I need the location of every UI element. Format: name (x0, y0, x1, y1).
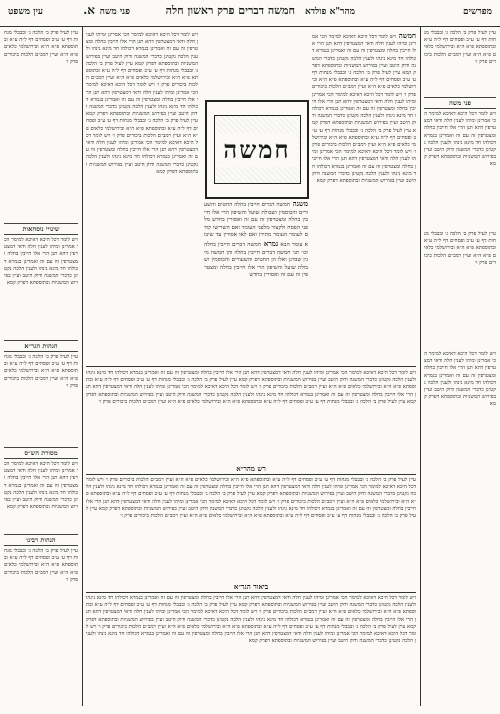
wide-commentary-1-d: עיין לעיל פרק ב׳ הלכה ג׳ ובבבלי מנחות דף ע׳ ע״ב ופסחים דף ל״ה ע״א ובתוספתא פ״א ה״א ובירושלמי כלאים פ״א ה״א ועיין רמב״ם הלכות ביכורים פרק ו׳ (98, 398, 406, 405)
commentary-right-text-4: עיין לעיל פרק ב׳ הלכה ג׳ ובבבלי מנחות דף ע׳ ע״ב ופסחים דף ל״ה ע״א ובתוספתא פ״א ה״א ובירושלמי כלאים פ״א ה״א ועיין רמב״ם הלכות ביכורים פרק ו׳ (312, 127, 416, 156)
biur-heading: ביאור הגר״א (233, 582, 269, 591)
divider-2 (86, 474, 416, 475)
gemara-text: חמשה דברים חייבין בחלה וכו׳ תני חמשה דברים חייבין בחלה והן חמשה מינין שבדגן ואלו הן החטים והשעורים והכוסמין ושבולת שועל והשיפון הרי אלו חייבין בחלה ומצטרפין זה עם זה ואסורין בחדש (204, 241, 308, 279)
divider-3 (86, 592, 416, 593)
wide-commentary-3 (86, 595, 416, 705)
divider-1 (86, 366, 416, 367)
commentary-left-column (86, 32, 198, 362)
column-rule-right (420, 26, 421, 706)
left-margin-column (4, 30, 78, 706)
header-page-ref: פני משה (99, 7, 130, 17)
column-rule-left (82, 26, 83, 706)
header-center-title: חמשה דברים פרק ראשון חלה (165, 4, 295, 17)
header-center-left: מהר"א פולדא (304, 7, 355, 17)
page-header (0, 0, 500, 27)
opening-word-ornament (214, 115, 301, 184)
commentary-left-text-4: עיין לעיל פרק ב׳ הלכה ג׳ ובבבלי מנחות דף ע׳ ע״ב ופסחים דף ל״ה ע״א ובתוספתא פ״א ה״א ובירושלמי כלאים פ״א ה״א ועיין רמב״ם הלכות ביכורים פרק ו׳ (86, 118, 198, 139)
wide-commentary-2-d: ויש לומר דכל היכא דאיכא למימר הכי אמרינן ומיהו לענין חלה ודאי דמצטרפין דהא תנן הרי אלו חייבין בחלה ומצטרפין זה עם זה ואמרינן בגמרא דכולהו חד מינא נינהו ולענין הלכה נקטינן כדברי המשנה ודוק היטב ועיין בפירוש המשניות ובתוספתא דפרק קמא (86, 498, 416, 512)
left-margin-text-top: עיין לעיל פרק ב׳ הלכה ג׳ ובבבלי מנחות דף ע׳ ע״ב ופסחים דף ל״ה ע״א ובתוספתא פ״א ה״א ובירושלמי כלאים פ״א ה״א ועיין רמב״ם הלכות ביכורים פרק ו׳ (4, 30, 78, 65)
commentary-right-column (312, 32, 416, 362)
commentary-right-text-5: ויש לומר דכל היכא דאיכא למימר הכי אמרינן ומיהו לענין חלה ודאי דמצטרפין דהא תנן הרי אלו חייבין בחלה ומצטרפין זה עם זה ואמרינן בגמרא דכולהו חד מינא נינהו ולענין הלכה נקטינן כדברי המשנה ודוק היטב ועיין בפירוש המשניות ובתוספתא דפרק קמא (312, 149, 416, 185)
commentary-left-text-5: ויש לומר דכל היכא דאיכא למימר הכי אמרינן ומיהו לענין חלה ודאי דמצטרפין דהא תנן הרי אלו חייבין בחלה ומצטרפין זה עם זה ואמרינן בגמרא דכולהו חד מינא נינהו ולענין הלכה נקטינן כדברי המשנה ודוק היטב ועיין בפירוש המשניות ובתוספתא דפרק קמא (86, 132, 198, 175)
commentary-right-text-2: עיין לעיל פרק ב׳ הלכה ג׳ ובבבלי מנחות דף ע׳ ע״ב ופסחים דף ל״ה ע״א ובתוספתא פ״א ה״א ובירושלמי כלאים פ״א ה״א ועיין רמב״ם הלכות ביכורים פרק ו׳ (312, 70, 416, 98)
left-margin-text-3: ויש לומר דכל היכא דאיכא למימר הכי אמרינן ומיהו לענין חלה ודאי דמצטרפין דהא תנן הרי אלו חייבין בחלה ומצטרפין זה עם זה ואמרינן בגמרא דכולהו חד מינא נינהו ולענין הלכה נקטינן כדברי המשנה ודוק היטב ועיין בפירוש המשניות ובתוספתא דפרק קמא (4, 461, 78, 511)
commentary-right-text-1: ויש לומר דכל היכא דאיכא למימר הכי אמרינן ומיהו לענין חלה ודאי דמצטרפין דהא תנן הרי אלו חייבין בחלה ומצטרפין זה עם זה ואמרינן בגמרא דכולהו חד מינא נינהו ולענין הלכה נקטינן כדברי המשנה ודוק היטב ועיין בפירוש המשניות ובתוספתא דפרק קמא (312, 34, 416, 77)
wide-commentary-1 (86, 370, 416, 460)
wide-commentary-1-a: ויש לומר דכל היכא דאיכא למימר הכי אמרינן ומיהו לענין חלה ודאי דמצטרפין דהא תנן הרי אלו חייבין בחלה ומצטרפין זה עם זה ואמרינן בגמרא דכולהו חד מינא נינהו ולענין הלכה נקטינן כדברי המשנה ודוק היטב ועיין בפירוש המשניות ובתוספתא דפרק קמא (86, 370, 416, 384)
wide-commentary-3-e: ויש לומר דכל היכא דאיכא למימר הכי אמרינן ומיהו לענין חלה ודאי דמצטרפין דהא תנן הרי אלו חייבין בחלה ומצטרפין זה עם זה ואמרינן בגמרא דכולהו חד מינא נינהו ולענין הלכה נקטינן כדברי המשנה ודוק היטב ועיין בפירוש המשניות ובתוספתא דפרק קמא (86, 623, 416, 645)
wide-commentary-1-c: ויש לומר דכל היכא דאיכא למימר הכי אמרינן ומיהו לענין חלה ודאי דמצטרפין דהא תנן הרי אלו חייבין בחלה ומצטרפין זה עם זה ואמרינן בגמרא דכולהו חד מינא נינהו ולענין הלכה נקטינן כדברי המשנה ודוק היטב ועיין בפירוש המשניות ובתוספתא דפרק קמא (86, 384, 416, 405)
opening-word-frame (205, 100, 309, 199)
right-margin-text-3: ויש לומר דכל היכא דאיכא למימר הכי אמרינן ומיהו לענין חלה ודאי דמצטרפין דהא תנן הרי אלו חייבין בחלה ומצטרפין זה עם זה ואמרינן בגמרא דכולהו חד מינא נינהו ולענין הלכה נקטינן כדברי המשנה ודוק היטב ועיין בפירוש המשניות ובתוספתא דפרק קמא (424, 351, 496, 408)
header-left-title: עין משפט (8, 7, 43, 17)
commentary-left-text-1: ויש לומר דכל היכא דאיכא למימר הכי אמרינן ומיהו לענין חלה ודאי דמצטרפין דהא תנן הרי אלו חייבין בחלה ומצטרפין זה עם זה ואמרינן בגמרא דכולהו חד מינא נינהו ולענין הלכה נקטינן כדברי המשנה ודוק היטב ועיין בפירוש המשניות ובתוספתא דפרק קמא (86, 32, 198, 67)
rash-heading: רש מהר״א (236, 464, 266, 473)
mishna-text: חמשה דברים חייבין בחלה החטים והשעורים והכוסמין ושבולת שועל והשיפון הרי אלו חייבין בחלה ומצטרפין זה עם זה ואסורין בחדש מלפני הפסח ולקצור מלפני העומר ואם השרישו קודם לעומר העומר מתירן ואם לאו אסורין עד שיבוא עומר הבא (204, 202, 308, 248)
wide-commentary-2-c: עיין לעיל פרק ב׳ הלכה ג׳ ובבבלי מנחות דף ע׳ ע״ב ופסחים דף ל״ה ע״א ובתוספתא פ״א ה״א ובירושלמי כלאים פ״א ה״א ועיין רמב״ם הלכות ביכורים פרק ו׳ (86, 491, 416, 505)
right-margin-text-1: ויש לומר דכל היכא דאיכא למימר הכי אמרינן ומיהו לענין חלה ודאי דמצטרפין דהא תנן הרי אלו חייבין בחלה ומצטרפין זה עם זה ואמרינן בגמרא דכולהו חד מינא נינהו ולענין הלכה נקטינן כדברי המשנה ודוק היטב ועיין בפירוש המשניות ובתוספתא דפרק קמא (424, 111, 496, 168)
left-margin-text-1: ויש לומר דכל היכא דאיכא למימר הכי אמרינן ומיהו לענין חלה ודאי דמצטרפין דהא תנן הרי אלו חייבין בחלה ומצטרפין זה עם זה ואמרינן בגמרא דכולהו חד מינא נינהו ולענין הלכה נקטינן כדברי המשנה ודוק היטב ועיין בפירוש המשניות ובתוספתא דפרק קמא (4, 237, 78, 287)
wide-commentary-3-a: ויש לומר דכל היכא דאיכא למימר הכי אמרינן ומיהו לענין חלה ודאי דמצטרפין דהא תנן הרי אלו חייבין בחלה ומצטרפין זה עם זה ואמרינן בגמרא דכולהו חד מינא נינהו ולענין הלכה נקטינן כדברי המשנה ודוק היטב ועיין בפירוש המשניות ובתוספתא דפרק קמא (86, 595, 416, 609)
wide-commentary-3-b: עיין לעיל פרק ב׳ הלכה ג׳ ובבבלי מנחות דף ע׳ ע״ב ופסחים דף ל״ה ע״א ובתוספתא פ״א ה״א ובירושלמי כלאים פ״א ה״א ועיין רמב״ם הלכות ביכורים פרק ו׳ (86, 602, 416, 616)
left-margin-text-2: עיין לעיל פרק ב׳ הלכה ג׳ ובבבלי מנחות דף ע׳ ע״ב ופסחים דף ל״ה ע״א ובתוספתא פ״א ה״א ובירושלמי כלאים פ״א ה״א ועיין רמב״ם הלכות ביכורים פרק ו׳ (4, 354, 78, 389)
section-heading-biur (86, 582, 416, 591)
wide-commentary-2-b: ויש לומר דכל היכא דאיכא למימר הכי אמרינן ומיהו לענין חלה ודאי דמצטרפין דהא תנן הרי אלו חייבין בחלה ומצטרפין זה עם זה ואמרינן בגמרא דכולהו חד מינא נינהו ולענין הלכה נקטינן כדברי המשנה ודוק היטב ועיין בפירוש המשניות ובתוספתא דפרק קמא (86, 477, 416, 498)
right-margin-text-top: עיין לעיל פרק ב׳ הלכה ג׳ ובבבלי מנחות דף ע׳ ע״ב ופסחים דף ל״ה ע״א ובתוספתא פ״א ה״א ובירושלמי כלאים פ״א ה״א ועיין רמב״ם הלכות ביכורים פרק ו׳ (424, 30, 496, 65)
header-folio: א. (83, 3, 95, 17)
wide-commentary-1-b: עיין לעיל פרק ב׳ הלכה ג׳ ובבבלי מנחות דף ע׳ ע״ב ופסחים דף ל״ה ע״א ובתוספתא פ״א ה״א ובירושלמי כלאים פ״א ה״א ועיין רמב״ם הלכות ביכורים פרק ו׳ (86, 377, 416, 391)
gemara-label: גמרא (261, 238, 279, 248)
commentary-opening-word: חמשה (396, 32, 416, 40)
opening-word: חמשה (217, 133, 296, 167)
wide-commentary-2-a: עיין לעיל פרק ב׳ הלכה ג׳ ובבבלי מנחות דף ע׳ ע״ב ופסחים דף ל״ה ע״א ובתוספתא פ״א ה״א ובירושלמי כלאים פ״א ה״א ועיין רמב״ם הלכות ביכורים פרק ו׳ (103, 477, 416, 483)
commentary-right-text-3: ויש לומר דכל היכא דאיכא למימר הכי אמרינן ומיהו לענין חלה ודאי דמצטרפין דהא תנן הרי אלו חייבין בחלה ומצטרפין זה עם זה ואמרינן בגמרא דכולהו חד מינא נינהו ולענין הלכה נקטינן כדברי המשנה ודוק היטב ועיין בפירוש המשניות ובתוספתא דפרק קמא (312, 91, 416, 134)
left-heading-variants: שינויי נוסחאות (4, 223, 78, 235)
left-heading-masoret: מסורת הש״ס (4, 447, 78, 459)
section-heading-rash (86, 464, 416, 473)
left-heading-notes: הגהות רבינו (4, 534, 78, 546)
right-margin-heading: פני משה (424, 97, 496, 109)
right-margin-column (424, 30, 496, 706)
right-margin-text-2: עיין לעיל פרק ב׳ הלכה ג׳ ובבבלי מנחות דף ע׳ ע״ב ופסחים דף ל״ה ע״א ובתוספתא פ״א ה״א ובירושלמי כלאים פ״א ה״א ועיין רמב״ם הלכות ביכורים פרק ו׳ (424, 231, 496, 266)
wide-commentary-3-c: ויש לומר דכל היכא דאיכא למימר הכי אמרינן ומיהו לענין חלה ודאי דמצטרפין דהא תנן הרי אלו חייבין בחלה ומצטרפין זה עם זה ואמרינן בגמרא דכולהו חד מינא נינהו ולענין הלכה נקטינן כדברי המשנה ודוק היטב ועיין בפירוש המשניות ובתוספתא דפרק קמא (86, 609, 416, 630)
commentary-left-text-2: עיין לעיל פרק ב׳ הלכה ג׳ ובבבלי מנחות דף ע׳ ע״ב ופסחים דף ל״ה ע״א ובתוספתא פ״א ה״א ובירושלמי כלאים פ״א ה״א ועיין רמב״ם הלכות ביכורים פרק ו׳ (86, 60, 198, 89)
header-right-title: מפרשים (463, 7, 492, 17)
main-text-block (204, 200, 308, 360)
left-margin-text-4: עיין לעיל פרק ב׳ הלכה ג׳ ובבבלי מנחות דף ע׳ ע״ב ופסחים דף ל״ה ע״א ובתוספתא פ״א ה״א ובירושלמי כלאים פ״א ה״א ועיין רמב״ם הלכות ביכורים פרק ו׳ (4, 548, 78, 583)
wide-commentary-3-d: עיין לעיל פרק ב׳ הלכה ג׳ ובבבלי מנחות דף ע׳ ע״ב ופסחים דף ל״ה ע״א ובתוספתא פ״א ה״א ובירושלמי כלאים פ״א ה״א ועיין רמב״ם הלכות ביכורים פרק ו׳ (96, 623, 406, 630)
wide-commentary-2 (86, 477, 416, 577)
mishna-label: משנה (290, 200, 308, 208)
wide-commentary-2-e: עיין לעיל פרק ב׳ הלכה ג׳ ובבבלי מנחות דף ע׳ ע״ב ופסחים דף ל״ה ע״א ובתוספתא פ״א ה״א ובירושלמי כלאים פ״א ה״א ועיין רמב״ם הלכות ביכורים פרק ו׳ (86, 505, 416, 520)
commentary-left-text-3: ויש לומר דכל היכא דאיכא למימר הכי אמרינן ומיהו לענין חלה ודאי דמצטרפין דהא תנן הרי אלו חייבין בחלה ומצטרפין זה עם זה ואמרינן בגמרא דכולהו חד מינא נינהו ולענין הלכה נקטינן כדברי המשנה ודוק היטב ועיין בפירוש המשניות ובתוספתא דפרק קמא (86, 82, 198, 118)
left-heading-gra: הגהות הגר״א (4, 340, 78, 352)
